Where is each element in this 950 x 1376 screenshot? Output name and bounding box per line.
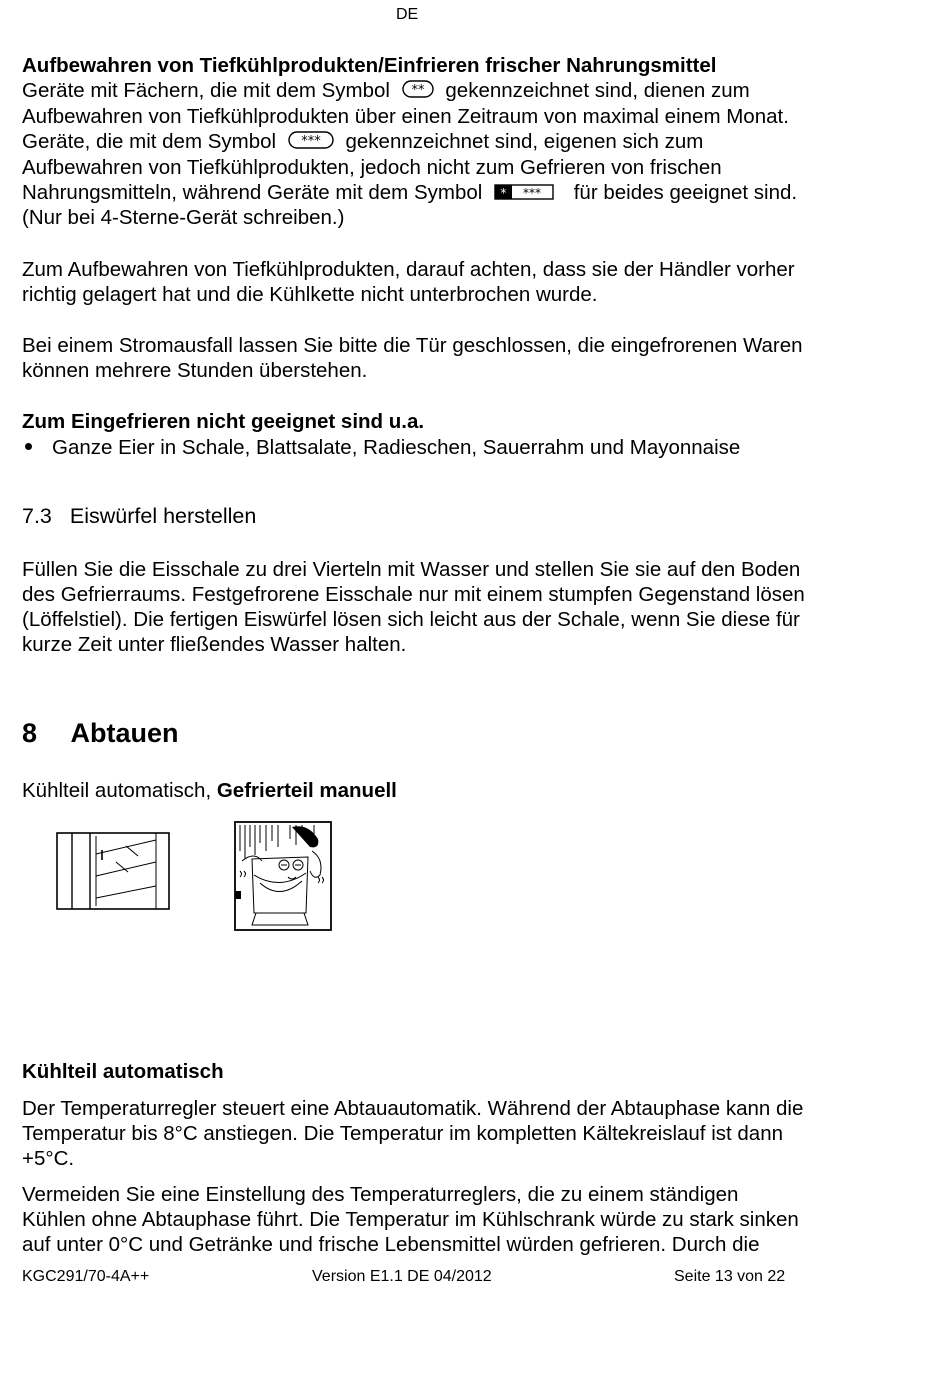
auto-defrost-title: Kühlteil automatisch [22,1060,224,1083]
freezer-manual-defrost-illustration [234,821,332,936]
section-title: Eiswürfel herstellen [69,504,257,528]
paragraph-line: Aufbewahren von Tiefkühlprodukten über einen Zeitraum von maximal einem Monat. [22,105,789,128]
text-bold: Gefrierteil manuell [216,779,397,802]
text: Nahrungsmitteln, während Geräte mit dem Symbol [22,181,483,204]
footer-model: KGC291/70-4A++ [22,1268,150,1285]
paragraph-line [22,129,703,155]
unsuitable-title: Zum Eingefrieren nicht geeignet sind u.a. [22,410,425,433]
section-number: 7.3 [22,504,52,528]
text: Geräte mit Fächern, die mit dem Symbol [22,79,390,102]
paragraph-line: Füllen Sie die Eisschale zu drei Vierteln mit Wasser und stellen Sie sie auf den Boden [22,558,801,581]
paragraph-line: des Gefrierraums. Festgefrorene Eisschale nur mit einem stumpfen Gegenstand lösen [22,583,805,606]
paragraph-line: Kühlen ohne Abtauphase führt. Die Temperatur im Kühlschrank würde zu stark sinken [22,1208,799,1231]
header-language: DE [396,6,419,23]
text: gekennzeichnet sind, eigenen sich zum [345,130,704,153]
paragraph-line: kurze Zeit unter fließendes Wasser halten. [22,633,407,656]
svg-text:***: *** [301,134,321,150]
chapter-title: Abtauen [70,718,179,748]
text: für beides geeignet sind. [573,181,798,204]
footer-page-number: Seite 13 von 22 [674,1268,786,1285]
section-title-storage: Aufbewahren von Tiefkühlprodukten/Einfrieren frischer Nahrungsmittel [22,54,717,77]
paragraph-line: Bei einem Stromausfall lassen Sie bitte die Tür geschlossen, die eingefrorenen Waren [22,334,803,357]
list-item: Ganze Eier in Schale, Blattsalate, Radieschen, Sauerrahm und Mayonnaise [52,436,741,459]
paragraph-line: (Löffelstiel). Die fertigen Eiswürfel lösen sich leicht aus der Schale, wenn Sie diese für [22,608,800,631]
three-star-symbol-icon [288,130,334,155]
paragraph-line [22,78,750,104]
paragraph-line: Zum Aufbewahren von Tiefkühlprodukten, darauf achten, dass sie der Händler vorher [22,258,795,281]
svg-text:***: *** [523,186,542,201]
paragraph-line [22,180,797,206]
footer-version: Version E1.1 DE 04/2012 [312,1268,492,1285]
text: Geräte, die mit dem Symbol [22,130,277,153]
paragraph-line: Vermeiden Sie eine Einstellung des Temperaturreglers, die zu einem ständigen [22,1183,739,1206]
bullet-dot-icon [25,443,32,450]
paragraph-line: können mehrere Stunden überstehen. [22,359,368,382]
paragraph-line: Der Temperaturregler steuert eine Abtauautomatik. Während der Abtauphase kann die [22,1097,804,1120]
four-star-symbol-icon [494,181,554,206]
section-heading-ice [22,504,256,529]
fridge-automatic-defrost-illustration [56,832,170,915]
paragraph-line: +5°C. [22,1147,75,1170]
two-star-symbol-icon [402,79,434,104]
text: Kühlteil automatisch, [22,779,217,802]
paragraph-line: (Nur bei 4-Sterne-Gerät schreiben.) [22,206,345,229]
text: gekennzeichnet sind, dienen zum [445,79,750,102]
paragraph-line: Aufbewahren von Tiefkühlprodukten, jedoch nicht zum Gefrieren von frischen [22,156,722,179]
paragraph-line: richtig gelagert hat und die Kühlkette nicht unterbrochen wurde. [22,283,598,306]
chapter-number: 8 [22,718,38,748]
svg-text:**: ** [411,83,425,99]
defrost-subtitle [22,778,397,803]
paragraph-line: Temperatur bis 8°C anstiegen. Die Temperatur im kompletten Kältekreislauf ist dann [22,1122,783,1145]
chapter-heading-defrost [22,718,179,749]
paragraph-line: auf unter 0°C und Getränke und frische Lebensmittel würden gefrieren. Durch die [22,1233,760,1256]
svg-text:*: * [500,186,507,201]
